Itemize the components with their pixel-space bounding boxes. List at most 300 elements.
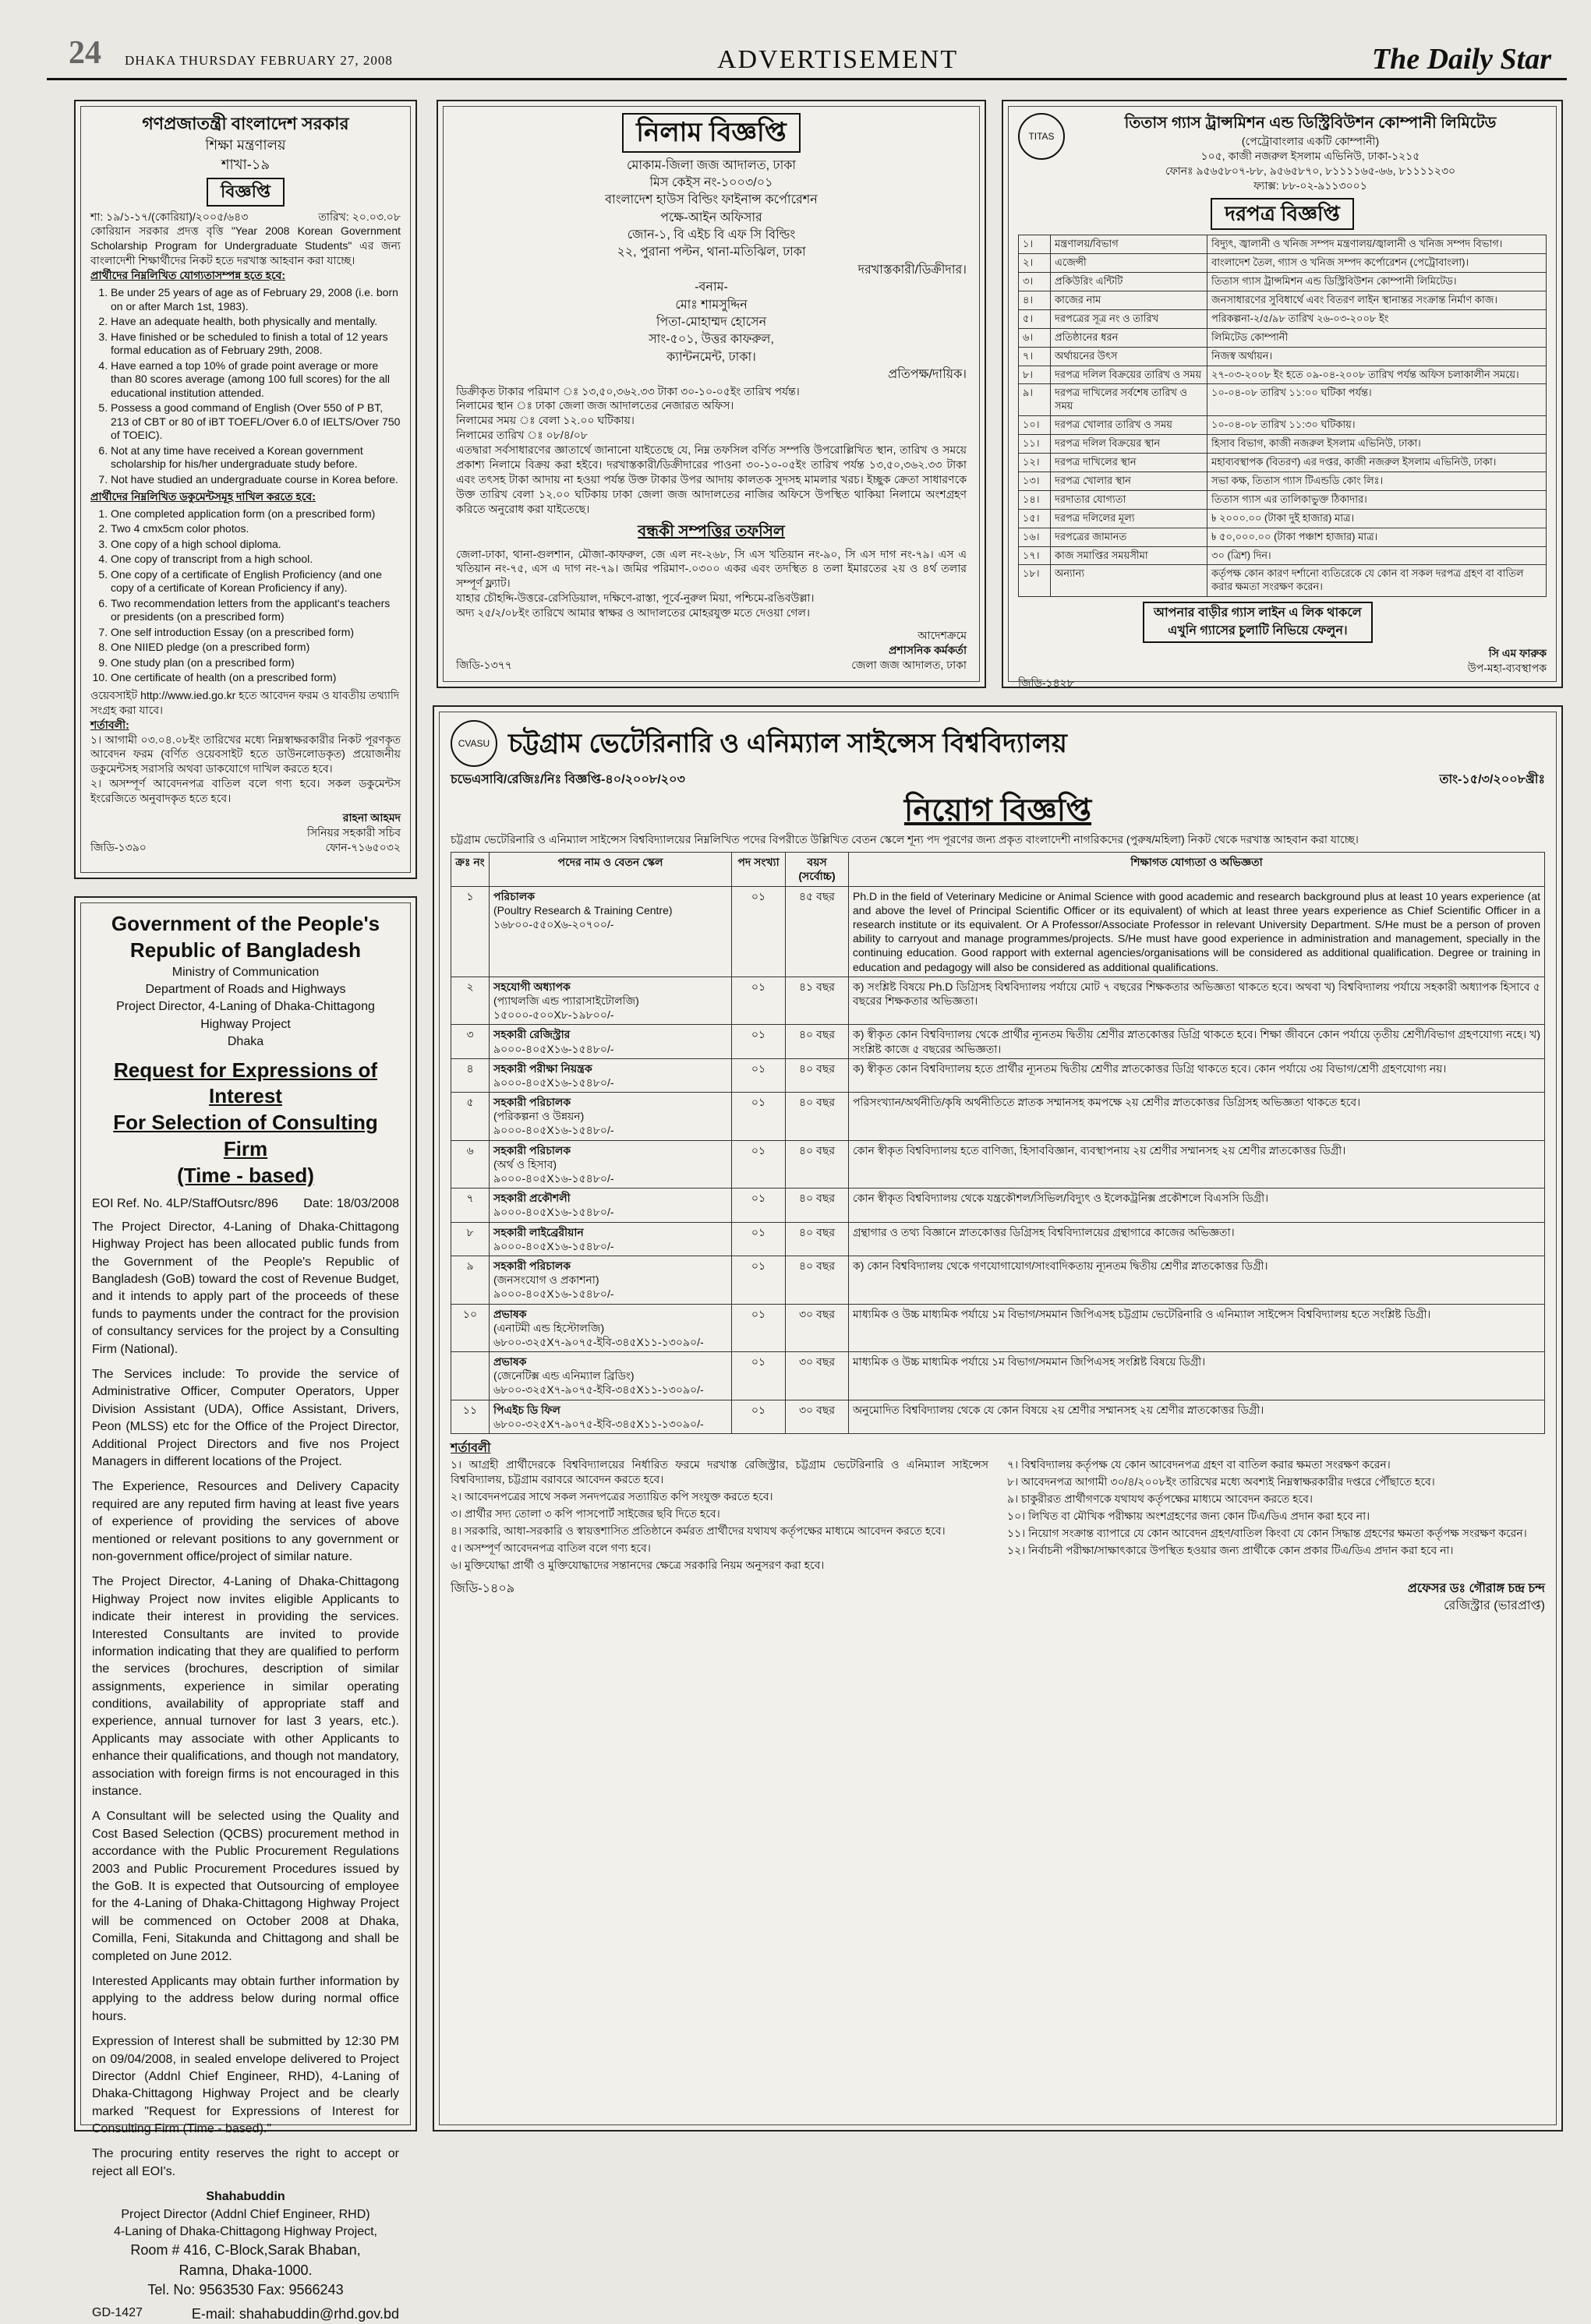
table-row [451,1352,1545,1400]
table-cell: মাধ্যমিক ও উচ্চ মাধ্যমিক পর্যায়ে ১ম বিভাগ/সমমান জিপিএসহ চট্টগ্রাম ভেটেরিনারি ও এনিম্যাল সাইন্সেস বিশ্ববিদ্যালয় হতে সংশ্লিষ্ট ডিগ্রী। [849,1304,1545,1352]
table-cell: ৪০ বছর [786,1093,849,1141]
post-detail: (পরিকল্পনা ও উন্নয়ন) [493,1110,585,1123]
list-item: 2. Two 4 cmx5cm color photos. [111,522,401,536]
post-scale: ৯০০০-৪০৫X১৬-১৫৪৮০/- [493,1287,614,1301]
table-row [451,886,1545,977]
respondent-line: ক্যান্টনমেন্ট, ঢাকা। [666,350,756,364]
auction-line: মোকাম-জিলা জজ আদালত, ঢাকা [626,158,797,172]
table-cell: প্রতিষ্ঠানের ধরন [1051,328,1207,347]
gd-number: জিডি-১৩৭৭ [456,658,512,671]
post-post: সহকারী প্রকৌশলী [493,1192,571,1205]
table-cell: অন্যান্য [1051,565,1207,597]
table-cell: ৮ [451,1222,490,1256]
post-scale: ৯০০০-৪০৫X১৬-১৫৪৮০/- [493,1239,614,1252]
table-cell: দরপত্র দাখিলের সর্বশেষ তারিখ ও সময় [1051,384,1207,416]
signer-title: রেজিস্ট্রার (ভারপ্রাপ্ত) [1444,1599,1545,1613]
table-cell: ক) সংশ্লিষ্ট বিষয়ে Ph.D ডিগ্রিসহ বিশ্ববিদ্যালয় পর্যায়ে মোট ৭ বছরের শিক্ষকতার অভিজ্ঞতা থাকতে হবে। অথবা খ) বিশ্ববিদ্যালয় পর্যায়ে সহকারী অধ্যাপক হিসাবে ৫ বছরের শিক্ষকতার অভিজ্ঞতা। [849,977,1545,1025]
table-cell: ২। [1019,254,1051,273]
claimant: দরখাস্তকারী/ডিক্রীদার। [857,263,967,277]
condition-item: ১১। নিয়োগ সংক্রান্ত ব্যাপারে যে কোন আবেদন গ্রহণ/বাতিল কিংবা যে কোন সিদ্ধান্ত গ্রহণের ক্ষমতা কর্তৃপক্ষ সংরক্ষণ করেন। [1007,1526,1527,1539]
auction-line: মিস কেইস নং-১০০৩/০১ [649,175,773,189]
table-cell: ১৪। [1019,490,1051,509]
signer-name: প্রফেসর ডঃ গৌরাঙ্গ চন্দ্র চন্দ [1407,1581,1545,1595]
signer-line: 4-Laning of Dhaka-Chittagong Highway Project, [114,2225,377,2239]
table-row [1019,309,1547,328]
table-row [1019,235,1547,254]
memo-number: চভেএসাবি/রেজিঃ/নিঃ বিজ্ঞপ্তি-৪০/২০০৮/২০৩ [451,773,685,786]
table-cell: ১২। [1019,454,1051,472]
table-row [1019,565,1547,597]
table-row [451,1058,1545,1092]
table-cell: দরদাতার যোগ্যতা [1051,490,1207,509]
auction-line: ২২, পুরানা পল্টন, থানা-মতিঝিল, ঢাকা [617,245,806,260]
post-scale: ১৬৮০০-৫৫০X৬-২০৭০০/- [493,918,614,931]
table-row [1019,254,1547,273]
table-cell [490,1093,732,1141]
table-row [451,1256,1545,1304]
respondent-line: সাং-৫০১, উত্তর কাফরুল, [649,333,774,347]
post-scale: ৬৮০০-৩২৫X৭-৯০৭৫-ইবি-৩৪৫X১১-১৩০৯০/- [493,1383,704,1397]
ad-university-recruitment [433,705,1563,2132]
condition-item: ২। অসম্পূর্ণ আবেদনপত্র বাতিল বলে গণ্য হবে। সকল ডকুমেন্টস ইংরেজিতে অনুবাদকৃত হতে হবে। [90,777,401,805]
table-row [1019,347,1547,366]
schedule-text: জেলা-ঢাকা, থানা-গুলশান, মৌজা-কাফরুল, জে এল নং-২৬৮, সি এস খতিয়ান নং-৯০, সি এস দাগ নং-৭৯। এস এ খতিয়ান নং-৭৫, এস এ দাগ নং-৭৯। জমির পরিমাণ-.০৩০০ একর এবং তদস্থিত ৪ তলা ইমারতের ২য় ও ৪র্থ তলার সম্পূর্ণ ফ্ল্যাট। [456,547,967,590]
table-cell: দরপত্র খোলার স্থান [1051,472,1207,490]
list-item: 9. One study plan (on a prescribed form) [111,656,401,670]
post-post: সহকারী রেজিস্ট্রার [493,1028,571,1041]
ad-auction-notice [437,100,986,688]
eoi-date: Date: 18/03/2008 [303,1196,399,1210]
signer-name: সি এম ফারুক [1488,646,1547,659]
table-cell [490,1256,732,1304]
table-cell: ৪০ বছর [786,1222,849,1256]
table-cell: ৪ [451,1058,490,1092]
table-cell: দরপত্র দলিলের মূল্য [1051,509,1207,528]
ad-titas-tender [1002,100,1563,688]
table-row [1019,273,1547,291]
eoi-title-3: (Time - based) [177,1163,314,1187]
table-cell: অনুমোদিত বিশ্ববিদ্যালয় থেকে যে কোন বিষয়ে ২য় শ্রেণীর সম্মানসহ ২য় শ্রেণীর স্নাতকোত্তর ডিগ্রী। [849,1400,1545,1433]
post-scale: ৬৮০০-৩২৫X৭-৯০৭৫-ইবি-৩৪৫X১১-১৩০৯০/- [493,1335,704,1348]
post-post: সহকারী পরিচালক [493,1096,571,1109]
table-cell: তিতাস গ্যাস এর তালিকাভুক্ত ঠিকাদার। [1207,490,1547,509]
table-cell: ১০-০৪-০৮ তারিখ ১১:০০ ঘটিকা পর্যন্ত। [1207,384,1547,416]
post-detail: (এনাটমী এন্ড হিস্টোলজি) [493,1321,605,1334]
list-item: 5. Possess a good command of English (Over 550 of P BT, 213 of CBT or 80 of iBT TOEFL/Over 6.0 of IELTS/Over 750 of TOEIC). [111,401,401,443]
govt-name: গণপ্রজাতন্ত্রী বাংলাদেশ সরকার [142,114,349,133]
eoi-paragraph: The procuring entity reserves the right to accept or reject all EOI's. [92,2147,399,2178]
table-row [1019,328,1547,347]
slogan-line: এখুনি গ্যাসের চুলাটি নিভিয়ে ফেলুন। [1168,623,1348,638]
table-cell: ১৮। [1019,565,1051,597]
dept-name: Department of Roads and Highways [145,982,346,996]
page-header [47,31,1567,80]
table-cell: ৪। [1019,291,1051,310]
table-cell: ০১ [732,1400,786,1433]
auction-date: নিলামের তারিখ ঃ ০৮/৪/০৮ [456,429,588,442]
city-name: Dhaka [227,1035,264,1049]
officer-title: প্রশাসনিক কর্মকর্তা [888,643,967,656]
list-item: 8. One NIIED pledge (on a prescribed form) [111,641,401,655]
eoi-paragraph: The Services include: To provide the service of Administrative Officer, Computer Operators, Upper Division Assistant (UDA), Office Assistant, Drivers, Peon (MLSS) etc for the Office of the Project Director, Additional Project Directors and five nos Project Managers in different locations of the Project. [92,1368,399,1468]
eoi-paragraph: The Project Director, 4-Laning of Dhaka-Chittagong Highway Project has been allocated public funds from the Government of the People's Republic of Bangladesh (GoB) toward the cost of Revenue Budget, and it intends to apply part of the proceeds of these funds to payments under the contract for the provision of consultancy services for the project by a Consulting Firm (National). [92,1220,399,1356]
post-post: সহকারী পরীক্ষা নিয়ন্ত্রক [493,1061,592,1075]
ministry-name: শিক্ষা মন্ত্রণালয় [205,136,286,153]
gd-number: জিডি-১৪০৯ [451,1581,515,1595]
table-cell: ১০-০৪-০৮ তারিখ ১১:৩০ ঘটিকায়। [1207,416,1547,435]
company-sub: (পেট্রোবাংলার একটি কোম্পানী) [1241,135,1380,147]
table-cell [490,886,732,977]
table-row [1019,416,1547,435]
eligibility-heading: প্রার্থীদের নিম্নলিখিত যোগ্যতাসম্পন্ন হতে হবে: [90,269,286,282]
table-cell: ০১ [732,1352,786,1400]
table-cell: দরপত্র দলিল বিক্রয়ের তারিখ ও সময় [1051,366,1207,384]
post-detail: (জেনেটিক্স এন্ড এনিম্যাল ব্রিডিং) [493,1369,635,1383]
tender-table [1018,235,1547,597]
table-cell: ১। [1019,235,1051,254]
post-detail: (Poultry Research & Training Centre) [493,903,673,917]
table-cell: ৪০ বছর [786,1188,849,1222]
table-cell: ৳ ২০০০.০০ (টাকা দুই হাজার) মাত্র। [1207,509,1547,528]
gd-number: GD-1427 [92,2305,143,2319]
eoi-title-2: For Selection of Consulting Firm [113,1111,378,1160]
table-cell: ০১ [732,1222,786,1256]
table-cell: ৪১ বছর [786,977,849,1025]
phone-number: ফোন-৭১৬৫০৩২ [325,840,401,853]
project-name: Project Director, 4-Laning of Dhaka-Chittagong Highway Project [116,1000,375,1031]
table-cell [490,977,732,1025]
table-row [1019,384,1547,416]
conditions-heading: শর্তাবলী [451,1442,491,1456]
company-logo: TITAS [1018,113,1065,160]
table-cell [490,1188,732,1222]
decree-amount: ডিক্রীকৃত টাকার পরিমাণ ঃ ১৩,৫০,৩৬২.৩৩ টাকা ৩০-১০-০৫ইং তারিখ পর্যন্ত। [456,384,800,397]
signed-date: অদ্য ২৫/২/০৮ইং তারিখে আমার স্বাক্ষর ও আদালতের মোহরযুক্ত মতে দেওয়া গেল। [456,606,810,620]
table-cell: ক) স্বীকৃত কোন বিশ্ববিদ্যালয় থেকে প্রার্থীর ন্যূনতম দ্বিতীয় শ্রেণীর স্নাতকোত্তর ডিগ্রি থাকতে হবে। শিক্ষা জীবনে কোন পর্যায়ে তৃতীয় শ্রেণী/বিভাগ গ্রহণযোগ্য নহে। খ) সংশ্লিষ্ট কাজে ৫ বছরের অভিজ্ঞতা। [849,1025,1545,1058]
table-row [451,1222,1545,1256]
table-cell: ৩০ বছর [786,1352,849,1400]
table-cell: তিতাস গ্যাস ট্রান্সমিশন এন্ড ডিস্ট্রিবিউশন কোম্পানী লিমিটেড। [1207,273,1547,291]
table-cell: পরিসংখ্যান/অর্থনীতি/কৃষি অর্থনীতিতে স্নাতক সম্মানসহ কমপক্ষে ২য় শ্রেণীর স্নাতকোত্তর ডিগ্রিসহ অভিজ্ঞতা থাকতে হবে। [849,1093,1545,1141]
table-cell: ০১ [732,1058,786,1092]
recruitment-intro: চট্টগ্রাম ভেটেরিনারি ও এনিম্যাল সাইন্সেস বিশ্ববিদ্যালয়ের নিম্নলিখিত পদের বিপরীতে উল্লিখিত বেতন স্কেলে শূন্য পদ পূরণের জন্য প্রকৃত বাংলাদেশী নাগরিকদের (পুরুষ/মহিলা) নিকট থেকে দরখাস্ত আহবান করা যাচ্ছে। [451,833,1359,846]
auction-line: পক্ষে-আইন অফিসার [660,210,762,224]
table-cell: ১১ [451,1400,490,1433]
gas-slogan [1143,602,1373,643]
table-cell: জনসাধারণের সুবিধার্থে এবং বিতরণ লাইন স্থানান্তর সংক্রান্ত নির্মাণ কাজ। [1207,291,1547,310]
ad-education-ministry [74,100,417,879]
table-cell: গ্রন্থাগার ও তথ্য বিজ্ঞানে স্নাতকোত্তর ডিগ্রিসহ বিশ্ববিদ্যালয়ের গ্রন্থাগারে কাজের অভিজ্ঞতা। [849,1222,1545,1256]
table-cell [490,1025,732,1058]
table-cell [451,1352,490,1400]
table-cell: ৮। [1019,366,1051,384]
post-detail: (অর্থ ও হিসাব) [493,1157,557,1171]
court-name: জেলা জজ আদালত, ঢাকা [851,658,967,671]
condition-item: ৫। অসম্পূর্ণ আবেদনপত্র বাতিল বলে গণ্য হবে। [451,1541,651,1554]
condition-item: ৮। আবেদনপত্র আগামী ৩০/৪/২০০৮ইং তারিখের মধ্যে অবশ্যই নিম্নস্বাক্ষরকারীর দপ্তরে পৌঁছাতে হবে। [1007,1475,1435,1489]
eoi-paragraph: The Experience, Resources and Delivery Capacity required are any reputed firm having at least five years of experience of providing the services of above mentioned or relevant positions to any government or non-government office/project of similar nature. [92,1480,399,1563]
table-row [451,977,1545,1025]
post-detail: (প্যাথলজি এন্ড প্যারাসাইটোলজি) [493,994,639,1007]
conditions-heading: শর্তাবলী: [90,718,129,731]
table-row [451,1025,1545,1058]
post-scale: ৯০০০-৪০৫X১৬-১৫৪৮০/- [493,1075,614,1089]
table-cell [490,1140,732,1188]
recruitment-title: নিয়োগ বিজ্ঞপ্তি [903,793,1092,828]
table-cell [490,1352,732,1400]
condition-item: ৯। চাকুরীরত প্রার্থীগণকে যথাযথ কর্তৃপক্ষের মাধ্যমে আবেদন করতে হবে। [1007,1492,1313,1506]
post-scale: ৬৮০০-৩২৫X৭-৯০৭৫-ইবি-৩৪৫X১১-১৩০৯০/- [493,1417,704,1430]
table-row [1019,509,1547,528]
signer-name: রাহনা আহমদ [342,811,401,825]
table-cell: দরপত্র দলিল বিক্রয়ের স্থান [1051,435,1207,454]
gd-number: জিডি-১৩৯০ [90,840,147,853]
documents-heading: প্রার্থীদের নিম্নলিখিত ডকুমেন্টসমূহ দাখিল করতে হবে: [90,490,316,503]
table-cell: ৯ [451,1256,490,1304]
eoi-title: Request for Expressions of Interest [113,1058,378,1108]
condition-item: ১০। লিখিত বা মৌখিক পরীক্ষায় অংশগ্রহণের জন্য কোন টিএ/ডিএ প্রদান করা হবে না। [1007,1510,1370,1523]
post-post: প্রভাষক [493,1355,527,1369]
table-cell: লিমিটেড কোম্পানী [1207,328,1547,347]
table-cell: ১৭। [1019,546,1051,565]
table-row [1019,454,1547,472]
table-cell: ৫ [451,1093,490,1141]
eoi-ref: EOI Ref. No. 4LP/StaffOutsrc/896 [92,1196,278,1210]
table-cell: ০১ [732,886,786,977]
list-item: 7. Not have studied an undergraduate course in Korea before. [111,473,401,487]
post-post: সহকারী পরিচালক [493,1143,571,1157]
table-cell: ৩০ (ত্রিশ) দিন। [1207,546,1547,565]
notice-title: বিজ্ঞপ্তি [207,178,285,207]
table-header: পদের নাম ও বেতন স্কেল [490,853,732,886]
university-name: চট্টগ্রাম ভেটেরিনারি ও এনিম্যাল সাইন্সেস বিশ্ববিদ্যালয় [508,728,1067,758]
table-cell: ০১ [732,1304,786,1352]
table-cell: ১০ [451,1304,490,1352]
table-cell [490,1304,732,1352]
table-cell: বিদ্যুৎ, জ্বালানী ও খনিজ সম্পদ মন্ত্রণালয়/জ্বালানী ও খনিজ সম্পদ বিভাগ। [1207,235,1547,254]
table-cell: ৪০ বছর [786,1058,849,1092]
table-cell: কাজ সমাপ্তির সময়সীমা [1051,546,1207,565]
post-post: পরিচালক [493,889,536,902]
list-item: 4. One copy of transcript from a high school. [111,553,401,567]
table-cell: ৪০ বছর [786,1140,849,1188]
table-cell: ০১ [732,1256,786,1304]
website-line: ওয়েবসাইট http://www.ied.go.kr হতে আবেদন ফরম ও যাবতীয় তথ্যাদি সংগ্রহ করা যাবে। [90,688,400,716]
table-cell: ১০। [1019,416,1051,435]
post-scale: ৯০০০-৪০৫X১৬-১৫৪৮০/- [493,1172,614,1185]
govt-name: Government of the People's Republic of Bangladesh [111,912,380,962]
table-cell: ৭ [451,1188,490,1222]
table-row [1019,528,1547,546]
table-cell: কোন স্বীকৃত বিশ্ববিদ্যালয় হতে বাণিজ্য, হিসাববিজ্ঞান, ব্যবস্থাপনায় ২য় শ্রেণীর সম্মানসহ ২য় শ্রেণীর স্নাতকোত্তর ডিগ্রী। [849,1140,1545,1188]
auction-time: নিলামের সময় ঃ বেলা ১২.০০ ঘটিকায়। [456,414,635,427]
memo-date: তারিখ: ২০.০৩.০৮ [318,210,401,223]
post-scale: ৯০০০-৪০৫X১৬-১৫৪৮০/- [493,1206,614,1219]
auction-title: নিলাম বিজ্ঞপ্তি [622,113,800,153]
branch-name: শাখা-১৯ [221,156,270,172]
table-cell: ৩। [1019,273,1051,291]
table-cell: ১৬। [1019,528,1051,546]
table-cell: সভা কক্ষ, তিতাস গ্যাস টিএন্ডডি কোং লিঃ। [1207,472,1547,490]
condition-item: ১। আগ্রহী প্রার্থীদেরকে বিশ্ববিদ্যালয়ের নির্ধারিত ফরমে দরখাস্ত রেজিস্ট্রার, চট্টগ্রাম ভেটেরিনারি ও এনিম্যাল সাইন্সেস বিশ্ববিদ্যালয়, চট্টগ্রাম বরাবরে আবেদন করতে হবে। [451,1458,988,1486]
list-item: 6. Two recommendation letters from the applicant's teachers or presidents (on a prescribed form) [111,597,401,624]
table-cell: ৪০ বছর [786,1025,849,1058]
post-post: সহকারী পরিচালক [493,1259,571,1272]
condition-item: ৪। সরকারি, আধা-সরকারি ও স্বায়ত্তশাসিত প্রতিষ্ঠানে কর্মরত প্রার্থীদের যথাযথ কর্তৃপক্ষের মাধ্যমে আবেদন করতে হবে। [451,1524,946,1537]
table-row [451,1093,1545,1141]
table-cell: ১৩। [1019,472,1051,490]
table-cell: ০১ [732,1188,786,1222]
list-item: 1. Be under 25 years of age as of February 29, 2008 (i.e. born on or after March 1st, 1983). [111,286,401,313]
table-cell: ৬। [1019,328,1051,347]
table-row [1019,435,1547,454]
newspaper-logo: The Daily Star [1371,43,1551,76]
condition-item: ১। আগামী ০৩.০৪.০৮ইং তারিখের মধ্যে নিম্নস্বাক্ষরকারীর নিকট পূরণকৃত আবেদন ফরম (বর্ণিত ওয়েবসাইট হতে ডাউনলোডকৃত) প্রয়োজনীয় ডকুমেন্টসহ সরাসরি অথবা ডাকযোগে দাখিল করতে হবে। [90,733,401,775]
condition-item: ৩। প্রার্থীর সদ্য তোলা ৩ কপি পাসপোর্ট সাইজের ছবি দিতে হবে। [451,1507,720,1520]
table-cell: বাংলাদেশ তৈল, গ্যাস ও খনিজ সম্পদ কর্পোরেশন (পেট্রোবাংলা)। [1207,254,1547,273]
list-item: 6. Not at any time have received a Korean government scholarship for his/her undergraduate study before. [111,444,401,472]
table-cell: কর্তৃপক্ষ কোন কারণ দর্শানো ব্যতিরেকে যে কোন বা সকল দরপত্র গ্রহণ বা বাতিল করার ক্ষমতা সংরক্ষণ করেন। [1207,565,1547,597]
list-item: 10. One certificate of health (on a prescribed form) [111,671,401,685]
post-post: পিএইচ ডি ফিল [493,1403,560,1416]
table-cell: ১১। [1019,435,1051,454]
auction-body: এতদ্বারা সর্বসাধারণের জ্ঞাতার্থে জানানো যাইতেছে যে, নিম্ন তফসিল বর্ণিত সম্পত্তি উপরোল্লিখিত স্থান, তারিখ ও সময়ে প্রকাশ্য নিলামে বিক্রয় করা হইবে। দরখাস্তকারী/ডিক্রীদারের পাওনা ৩০-১০-০৫ইং তারিখ পর্যন্ত ১৩,৫০,৩৬২.৩৩ টাকা এবং তৎসহ টাকা আদায় না হওয়া পর্যন্ত উক্ত টাকার উপর আদায় কালতক সুদসহ মামলার খরচ। ইচ্ছুক ক্রেতা সাধারণকে উক্ত তারিখ বেলা ১২.০০ ঘটিকায় ঢাকা জেলা জজ আদালতের নাজির অফিসে উপস্থিত থাকিয়া নিলামে অংশগ্রহণ করিতে অনুরোধ করা যাইতেছে। [456,443,967,515]
boundary-text: যাহার চৌহদ্দি-উত্তরে-রেসিডিয়াল, দক্ষিণে-রাস্তা, পূর্বে-নুরুল মিয়া, পশ্চিমে-রঙিবউল্লা। [456,592,815,605]
table-cell: ৪০ বছর [786,1256,849,1304]
auction-venue: নিলামের স্থান ঃ ঢাকা জেলা জজ আদালতের নেজারত অফিস। [456,399,734,412]
condition-item: ২। আবেদনপত্রের সাথে সকল সনদপত্রের সত্যায়িত কপি সংযুক্ত করতে হবে। [451,1490,773,1503]
intro-text: কোরিয়ান সরকার প্রদত্ত বৃত্তি "Year 2008 Korean Government Scholarship Program for Undergraduate Students" এর জন্য বাংলাদেশী শিক্ষার্থীদের নিকট হতে দরখাস্ত আহবান করা যাচ্ছে। [90,224,401,267]
post-post: প্রভাষক [493,1307,527,1320]
conditions-list [451,1457,1545,1572]
ministry-name: Ministry of Communication [171,965,320,979]
signer-name: Shahabuddin [206,2190,285,2204]
table-cell: ০১ [732,1140,786,1188]
signer-line: Ramna, Dhaka-1000. [179,2262,313,2278]
table-row [1019,291,1547,310]
memo-number: শা: ১৯/১-১৭/(কোরিয়া)/২০০৫/৬৪৩ [90,210,249,223]
table-cell: ২৭-০৩-২০০৮ ইং হতে ০৯-০৪-২০০৮ তারিখ পর্যন্ত অফিস চলাকালীন সময়ে। [1207,366,1547,384]
table-cell: ৬ [451,1140,490,1188]
table-cell: ৩০ বছর [786,1304,849,1352]
table-cell [490,1058,732,1092]
gd-number: জিডি-১৪২৮ [1018,676,1074,689]
ad-rhd-eoi [74,896,417,2322]
respondent-line: মোঃ শামসুদ্দিন [675,298,748,312]
versus: -বনাম- [695,281,728,295]
table-cell: দরপত্র দাখিলের স্থান [1051,454,1207,472]
table-cell: ৭। [1019,347,1051,366]
table-row [451,1140,1545,1188]
table-cell: ০১ [732,1093,786,1141]
post-scale: ১৫০০০-৫০০X৮-১৯৮০০/- [493,1008,614,1022]
table-cell: মহাব্যবস্থাপক (বিতরণ) এর দপ্তর, কাজী নজরুল ইসলাম এভিনিউ, ঢাকা। [1207,454,1547,472]
table-header: শিক্ষাগত যোগ্যতা ও অভিজ্ঞতা [849,853,1545,886]
documents-list [90,507,401,685]
table-header: ক্রঃ নং [451,853,490,886]
company-name: তিতাস গ্যাস ট্রান্সমিশন এন্ড ডিস্ট্রিবিউশন কোম্পানী লিমিটেড [1124,115,1497,132]
table-cell: কোন স্বীকৃত বিশ্ববিদ্যালয় থেকে যন্ত্রকৌশল/সিভিল/বিদ্যুৎ ও ইলেকট্রনিক্স প্রকৌশলে বিএসসি ডিগ্রী। [849,1188,1545,1222]
table-cell: পরিকল্পনা-২/৫/৯৮ তারিখ ২৬-০৩-২০০৮ ইং [1207,309,1547,328]
table-cell: কাজের নাম [1051,291,1207,310]
table-row [1019,366,1547,384]
table-cell: ১৫। [1019,509,1051,528]
company-phone: ফোনঃ ৯৫৬৫৮০৭-৮৮, ৯৫৬৫৮৭০, ৮১১১১৬৫-৬৬, ৮১১১১২৩০ [1165,164,1456,177]
signer-title: উপ-মহা-ব্যবস্থাপক [1467,661,1547,674]
signer-title: সিনিয়র সহকারী সচিব [306,825,401,839]
table-row [451,1304,1545,1352]
post-scale: ৯০০০-৪০৫X১৬-১৫৪৮০/- [493,1124,614,1137]
signer-line: Project Director (Addnl Chief Engineer, RHD) [121,2207,370,2221]
signer-line: Room # 416, C-Block,Sarak Bhaban, [130,2242,361,2259]
table-cell: প্রকিউরিং এন্টিটি [1051,273,1207,291]
table-cell: Ph.D in the field of Veterinary Medicine or Animal Science with good academic and research background plus at least 10 years experience (at and above the level of Principal Scientific Officer or its equivalent) of which at least three years experience as Chief Scientific Officer in a research institute or its equivalent. Or A Professor/Associate Professor in relevant University Department. S/He must be a person of proven ability to carryout and manage programmes/projects. S/He must have good experience in administration and management, specially in the continuing education. Good rapport with external agencies/organisations will be considered as additional qualification. Degree or training in education and pedagogy will also be considered as additional qualifications. [849,886,1545,977]
list-item: 2. Have an adequate health, both physically and mentally. [111,315,401,329]
table-cell: নিজস্ব অর্থায়ন। [1207,347,1547,366]
table-cell [490,1222,732,1256]
table-row [1019,472,1547,490]
post-post: সহকারী লাইব্রেরীয়ান [493,1225,584,1238]
section-title: ADVERTISEMENT [717,45,959,74]
post-detail: (জনসংযোগ ও প্রকাশনা) [493,1273,599,1287]
list-item: 4. Have earned a top 10% of grade point average or more than 80 scores average (among 100 full scores) for the all educational institution attended. [111,359,401,401]
memo-date: তাং-১৫/৩/২০০৮খ্রীঃ [1439,773,1545,786]
condition-item: ৬। মুক্তিযোদ্ধা প্রার্থী ও মুক্তিযোদ্ধাদের সন্তানদের ক্ষেত্রে সরকারি নিয়ম অনুসরণ করা হবে। [451,1558,825,1571]
table-cell: ০১ [732,1025,786,1058]
page-number: 24 [69,35,101,71]
table-cell: মন্ত্রণালয়/বিভাগ [1051,235,1207,254]
post-post: সহযোগী অধ্যাপক [493,980,571,993]
table-cell: ক) স্বীকৃত কোন বিশ্ববিদ্যালয় হতে প্রার্থীর ন্যূনতম দ্বিতীয় শ্রেণীর স্নাতকোত্তর ডিগ্রি থাকতে হবে। কোন পর্যায়ে ৩য় বিভাগ/শ্রেণী গ্রহণযোগ্য নয়। [849,1058,1545,1092]
table-cell: ২ [451,977,490,1025]
table-cell: দরপত্রের জামানত [1051,528,1207,546]
tender-title: দরপত্র বিজ্ঞপ্তি [1211,198,1354,231]
list-item: 5. One copy of a certificate of English Proficiency (and one copy of a certificate of Korean Proficiency if any). [111,568,401,595]
list-item: 3. Have finished or be scheduled to finish a total of 12 years formal education as of February 29th, 2008. [111,330,401,358]
list-item: 1. One completed application form (on a prescribed form) [111,507,401,521]
table-row [451,1188,1545,1222]
post-scale: ৯০০০-৪০৫X১৬-১৫৪৮০/- [493,1042,614,1055]
table-row [1019,546,1547,565]
table-row [451,1400,1545,1433]
table-cell: ১ [451,886,490,977]
posts-table [451,852,1545,1434]
table-cell: ৫। [1019,309,1051,328]
eoi-paragraph: Interested Applicants may obtain further information by applying to the address below during normal office hours. [92,1974,399,2023]
table-row [1019,490,1547,509]
table-cell: ০১ [732,977,786,1025]
table-cell: ৯। [1019,384,1051,416]
email-address: E-mail: shahabuddin@rhd.gov.bd [191,2305,399,2322]
eoi-paragraph: A Consultant will be selected using the Quality and Cost Based Selection (QCBS) procurement method in accordance with the Public Procurement Regulations 2003 and Public Procurement Procedures issued by the GoB. It is expected that Outsourcing of employee for the 4-Laning of Dhaka-Chittagong Highway Project will be commenced on October 2008 at Dhaka, Comilla, Feni, Sitakunda and Chittagong and shall be completed on June 2012. [92,1810,399,1963]
auction-line: বাংলাদেশ হাউস বিল্ডিং ফাইনান্স কর্পোরেশন [605,193,818,207]
signer-line: Tel. No: 9563530 Fax: 9566243 [147,2281,344,2298]
company-address: ১০৫, কাজী নজরুল ইসলাম এভিনিউ, ঢাকা-১২১৫ [1200,149,1420,162]
condition-item: ৭। বিশ্ববিদ্যালয় কর্তৃপক্ষ যে কোন আবেদনপত্র গ্রহণ বা বাতিল করার ক্ষমতা সংরক্ষণ করেন। [1007,1458,1391,1471]
table-cell: ৩০ বছর [786,1400,849,1433]
eoi-paragraph: Expression of Interest shall be submitted by 12:30 PM on 09/04/2008, in sealed envelope delivered to Project Director (Addnl Chief Engineer, RHD), 4-Laning of Dhaka-Chittagong Highway Project and be clearly marked "Request for Expressions of Interest for Consulting Firm (Time - based)." [92,2035,399,2136]
list-item: 3. One copy of a high school diploma. [111,538,401,552]
date-line: DHAKA THURSDAY FEBRUARY 27, 2008 [125,53,393,68]
table-cell: দরপত্র খোলার তারিখ ও সময় [1051,416,1207,435]
company-fax: ফ্যাক্স: ৮৮-০২-৯১১৩০০১ [1253,178,1367,192]
slogan-line: আপনার বাড়ীর গ্যাস লাইন এ লিক থাকলে [1154,606,1362,620]
eligibility-list [90,286,401,486]
table-cell [490,1400,732,1433]
respondent-line: পিতা-মোহাম্মদ হোসেন [656,316,767,330]
table-cell: এজেন্সী [1051,254,1207,273]
table-cell: অর্থায়নের উৎস [1051,347,1207,366]
